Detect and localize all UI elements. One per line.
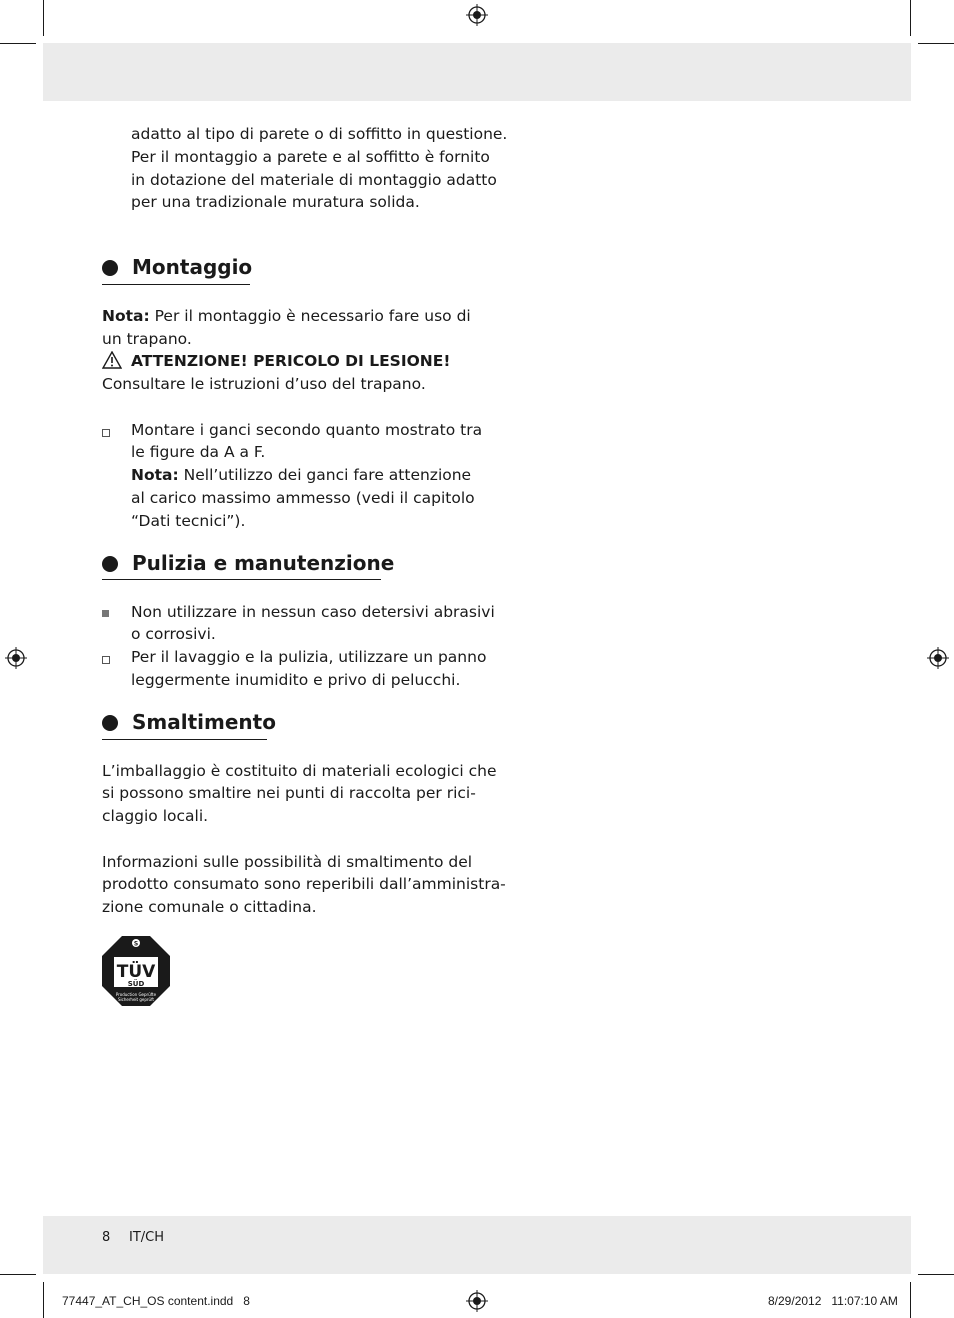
- registration-mark-icon: [466, 4, 488, 26]
- paragraph-line: prodotto consumato sono reperibili dall’amministra-: [102, 875, 506, 893]
- svg-text:Production Geprüfte: Production Geprüfte: [115, 992, 157, 997]
- step-note-line: [131, 464, 471, 487]
- heading-bullet-icon: [102, 556, 118, 572]
- paragraph-line: zione comunale o cittadina.: [102, 898, 317, 916]
- crop-mark: [910, 0, 911, 36]
- intro-line: adatto al tipo di parete o di soffitto in questione.: [131, 125, 508, 143]
- section-heading-smaltimento: [102, 710, 276, 736]
- crop-mark: [918, 43, 954, 44]
- step-note-line: al carico massimo ammesso (vedi il capitolo: [131, 489, 475, 507]
- heading-underline: [102, 579, 381, 580]
- note-text: Per il montaggio è necessario fare uso di: [154, 307, 471, 325]
- list-item-line: o corrosivi.: [131, 625, 216, 643]
- square-bullet-icon: [102, 610, 109, 617]
- warning-text: ATTENZIONE! PERICOLO DI LESIONE!: [131, 352, 451, 370]
- crop-mark: [918, 1274, 954, 1275]
- svg-text:S: S: [133, 940, 139, 948]
- step-note-line: “Dati tecnici”).: [131, 512, 246, 530]
- warning-triangle-icon: [102, 351, 122, 369]
- crop-mark: [0, 43, 36, 44]
- checkbox-bullet-icon: [102, 656, 110, 664]
- intro-line: in dotazione del materiale di montaggio adatto: [131, 171, 497, 189]
- svg-text:TÜV: TÜV: [116, 962, 156, 982]
- paragraph-line: claggio locali.: [102, 807, 209, 825]
- crop-mark: [43, 1282, 44, 1318]
- list-item-line: leggermente inumidito e privo di pelucchi.: [131, 671, 461, 689]
- section-title: Smaltimento: [132, 710, 276, 734]
- section-heading-montaggio: [102, 255, 252, 281]
- step-line: Montare i ganci secondo quanto mostrato tra: [131, 421, 483, 439]
- crop-mark: [910, 1282, 911, 1318]
- note-label: Nota:: [131, 466, 179, 484]
- paragraph-line: si possono smaltire nei punti di raccolta per rici-: [102, 784, 476, 802]
- note-line: un trapano.: [102, 330, 192, 348]
- step-line: le figure da A a F.: [131, 443, 266, 461]
- paragraph-line: L’imballaggio è costituito di materiali ecologici che: [102, 762, 497, 780]
- section-title: Montaggio: [132, 255, 253, 279]
- section-title: Pulizia e manutenzione: [132, 551, 395, 575]
- checkbox-bullet-icon: [102, 429, 110, 437]
- tuv-sud-logo: [101, 935, 171, 1007]
- page-number: 8: [102, 1230, 111, 1245]
- intro-line: Per il montaggio a parete e al soffitto è fornito: [131, 148, 490, 166]
- note-label: Nota:: [102, 307, 150, 325]
- language-code: IT/CH: [129, 1230, 165, 1245]
- heading-bullet-icon: [102, 715, 118, 731]
- crop-mark: [0, 1274, 36, 1275]
- svg-text:SÜD: SÜD: [127, 980, 145, 988]
- section-heading-pulizia: [102, 551, 394, 577]
- crop-mark: [43, 0, 44, 36]
- slug-timestamp: 8/29/2012 11:07:10 AM: [768, 1294, 898, 1308]
- note-line: [102, 305, 471, 328]
- footer-band: [43, 1216, 911, 1274]
- list-item-line: Per il lavaggio e la pulizia, utilizzare un panno: [131, 648, 487, 666]
- paragraph-line: Informazioni sulle possibilità di smaltimento del: [102, 853, 473, 871]
- heading-bullet-icon: [102, 260, 118, 276]
- list-item-line: Non utilizzare in nessun caso detersivi abrasivi: [131, 603, 495, 621]
- slug-filename: 77447_AT_CH_OS content.indd 8: [62, 1294, 250, 1308]
- registration-mark-icon: [466, 1290, 488, 1312]
- registration-mark-icon: [5, 647, 27, 669]
- intro-line: per una tradizionale muratura solida.: [131, 193, 420, 211]
- heading-underline: [102, 739, 267, 740]
- header-band: [43, 43, 911, 101]
- heading-underline: [102, 284, 250, 285]
- note-text: Nell’utilizzo dei ganci fare attenzione: [183, 466, 472, 484]
- warning-instruction: Consultare le istruzioni d’uso del trapano.: [102, 375, 426, 393]
- registration-mark-icon: [927, 647, 949, 669]
- svg-text:Sicherheit geprüft: Sicherheit geprüft: [118, 997, 154, 1002]
